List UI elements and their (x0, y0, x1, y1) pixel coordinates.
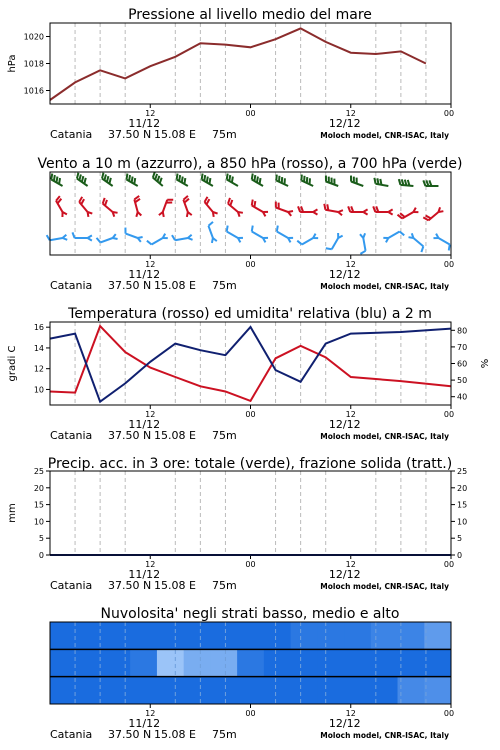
y-right-tick-label: 20 (457, 483, 468, 493)
barb-feather (59, 178, 60, 184)
y-tick-label: 1016 (23, 86, 44, 96)
panel-3 (7, 306, 491, 442)
cloud-cell-alto (344, 622, 371, 649)
location-elevation: 75m (212, 429, 237, 442)
y-right-tick-label: 60 (457, 359, 468, 369)
barb-head (363, 209, 367, 214)
cloud-cell-alto (317, 622, 344, 649)
barb-head (383, 238, 388, 243)
barb-feather (51, 174, 52, 180)
location-lon: 15.08 E (154, 728, 196, 741)
time-tick-label: 00 (443, 709, 455, 718)
barb-head (62, 212, 67, 217)
cloud-cell-medio (130, 649, 157, 676)
humidity-line (50, 327, 451, 402)
cloud-cell-medio (264, 649, 291, 676)
cloud-cell-alto (130, 622, 157, 649)
barb-feather (132, 177, 133, 183)
barb-head (238, 238, 243, 243)
model-credit: Moloch model, CNR-ISAC, Italy (320, 432, 449, 441)
cloud-cell-medio (184, 649, 211, 676)
plot-frame (50, 23, 451, 104)
barb-feather (326, 248, 332, 249)
barb-head (360, 233, 365, 238)
wind-barb-10-m (433, 234, 449, 251)
cloud-cell-basso (50, 677, 77, 704)
barb-head (238, 212, 243, 217)
wind-barb-10-m (125, 228, 142, 242)
wind-barb-850-hPa (252, 200, 268, 217)
cloud-cell-basso (210, 677, 237, 704)
time-tick-label: 00 (443, 109, 455, 118)
wind-barb-700-hPa (301, 175, 313, 186)
cloud-cell-alto (264, 622, 291, 649)
location-lat: 37.50 N (108, 579, 152, 592)
date-label: 11/12 (128, 717, 161, 730)
wind-barb-850-hPa (348, 206, 367, 214)
cloud-cell-alto (291, 622, 318, 649)
barb-feather (227, 226, 228, 232)
barb-head (212, 238, 217, 243)
barb-head (288, 238, 293, 243)
time-tick-label: 00 (443, 260, 455, 269)
barb-feather (227, 174, 228, 180)
location-lat: 37.50 N (108, 728, 152, 741)
location-lon: 15.08 E (154, 279, 196, 292)
y-right-tick-label: 0 (457, 551, 463, 560)
barb-feather (254, 175, 255, 181)
barb-feather (254, 201, 255, 207)
y-axis-label: hPa (7, 54, 18, 73)
wind-barb-700-hPa (252, 174, 263, 186)
barb-head (438, 207, 443, 212)
wind-barb-850-hPa (276, 202, 293, 216)
barb-feather (423, 180, 425, 186)
location-lat: 37.50 N (108, 429, 152, 442)
cloud-cell-basso (157, 677, 184, 704)
time-tick-label: 12 (145, 260, 156, 269)
cloud-cell-alto (237, 622, 264, 649)
wind-barb-850-hPa (103, 198, 118, 217)
wind-barb-10-m (208, 222, 216, 243)
time-tick-label: 00 (245, 410, 256, 419)
cloud-cell-medio (50, 649, 77, 676)
y-tick-label: 12 (33, 364, 44, 374)
barb-shaft (332, 238, 339, 249)
y-tick-label: 10 (33, 517, 44, 527)
cloud-cell-medio (398, 649, 425, 676)
y-right-tick-label: 80 (457, 326, 468, 336)
barb-feather (184, 178, 185, 184)
barb-head (63, 235, 68, 240)
cloud-cell-medio (371, 649, 398, 676)
wind-barb-700-hPa (202, 174, 213, 186)
barb-feather (252, 200, 253, 206)
date-label: 12/12 (328, 568, 361, 581)
wind-barb-700-hPa (102, 173, 113, 186)
plot-frame (50, 471, 451, 555)
time-tick-label: 12 (345, 260, 356, 269)
location-name: Catania (50, 128, 93, 141)
panel-5 (50, 606, 454, 741)
barb-head (159, 212, 164, 217)
y-tick-label: 20 (33, 483, 44, 493)
barb-shaft (252, 232, 263, 239)
cloud-cell-alto (50, 622, 77, 649)
barb-shaft (152, 238, 163, 245)
date-label: 11/12 (128, 568, 161, 581)
barb-feather (129, 175, 130, 181)
barb-feather (207, 177, 208, 183)
y-tick-label: 5 (38, 534, 44, 544)
y-right-tick-label: 15 (457, 500, 468, 510)
cloud-cell-alto (371, 622, 398, 649)
y-tick-label: 0 (38, 551, 44, 560)
y-tick-label: 1020 (23, 32, 44, 42)
time-tick-label: 00 (443, 560, 455, 569)
barb-feather (260, 178, 261, 184)
barb-head (138, 237, 143, 242)
barb-feather (423, 217, 428, 220)
wind-barb-700-hPa (126, 174, 137, 186)
y-right-tick-label: 40 (457, 392, 468, 402)
wind-barb-850-hPa (228, 198, 243, 217)
barb-feather (104, 174, 105, 180)
cloud-cell-basso (371, 677, 398, 704)
y-axis-label: gradi C (7, 345, 18, 382)
wind-barb-700-hPa (51, 174, 62, 186)
barb-feather (380, 179, 381, 185)
wind-barb-700-hPa (374, 178, 388, 186)
barb-feather (177, 174, 178, 180)
panel-title: Vento a 10 m (azzurro), a 850 hPa (rosso), a 700 hPa (verde) (37, 156, 463, 172)
barb-feather (297, 241, 302, 245)
location-name: Catania (50, 579, 93, 592)
barb-feather (107, 176, 108, 182)
barb-feather (155, 174, 157, 180)
time-tick-label: 12 (145, 410, 156, 419)
barb-feather (277, 226, 278, 232)
cloud-cell-basso (184, 677, 211, 704)
wind-barb-10-m (360, 233, 366, 254)
panel-title: Nuvolosita' negli strati basso, medio e alto (100, 606, 400, 622)
panel-title: Pressione al livello medio del mare (128, 7, 372, 23)
barb-feather (229, 175, 230, 181)
wind-barb-10-m (227, 226, 243, 243)
cloud-cell-medio (424, 649, 451, 676)
barb-head (263, 212, 268, 217)
model-credit: Moloch model, CNR-ISAC, Italy (320, 731, 449, 740)
location-lon: 15.08 E (154, 579, 196, 592)
barb-feather (82, 176, 83, 182)
cloud-cell-medio (210, 649, 237, 676)
barb-shaft (227, 232, 238, 239)
barb-shaft (363, 238, 365, 251)
panel-title: Temperatura (rosso) ed umidita' relativa (blu) a 2 m (68, 306, 432, 322)
wind-barb-850-hPa (56, 196, 67, 217)
location-name: Catania (50, 279, 93, 292)
cloud-cell-medio (157, 649, 184, 676)
cloud-cell-alto (184, 622, 211, 649)
wind-barb-850-hPa (205, 197, 218, 217)
barb-feather (84, 178, 85, 184)
y-right-tick-label: 10 (457, 517, 468, 527)
cloud-cell-medio (237, 649, 264, 676)
panel-1 (7, 7, 454, 141)
barb-feather (157, 176, 159, 182)
time-tick-label: 12 (145, 560, 156, 569)
barb-feather (182, 177, 183, 183)
barb-feather (421, 246, 423, 252)
cloud-cell-alto (398, 622, 425, 649)
y-right-tick-label: 70 (457, 342, 468, 352)
wind-barb-700-hPa (423, 180, 438, 186)
barb-feather (324, 204, 325, 210)
wind-barb-700-hPa (227, 174, 238, 186)
barb-feather (102, 173, 103, 179)
barb-head (288, 211, 293, 216)
barb-feather (153, 172, 155, 178)
wind-barb-700-hPa (276, 175, 288, 186)
barb-shaft (126, 234, 138, 238)
cloud-cell-medio (291, 649, 318, 676)
barb-head (388, 209, 392, 214)
cloud-cell-basso (103, 677, 130, 704)
y-tick-label: 15 (33, 500, 44, 510)
barb-head (188, 235, 193, 240)
location-elevation: 75m (212, 579, 237, 592)
barb-shaft (50, 238, 63, 240)
barb-feather (79, 197, 82, 202)
barb-head (263, 238, 268, 243)
cloud-cell-medio (317, 649, 344, 676)
y-right-axis-label: % (480, 358, 491, 369)
barb-feather (109, 178, 110, 184)
barb-feather (134, 178, 135, 184)
cloud-cell-basso (264, 677, 291, 704)
pressure-line (50, 28, 426, 100)
location-lat: 37.50 N (108, 279, 152, 292)
wind-barb-10-m (252, 226, 268, 243)
panel-title: Precip. acc. in 3 ore: totale (verde), frazione solida (tratt.) (47, 456, 453, 472)
barb-head (113, 234, 118, 239)
location-elevation: 75m (212, 728, 237, 741)
location-lon: 15.08 E (154, 429, 196, 442)
y-right-tick-label: 50 (457, 376, 468, 386)
barb-feather (147, 241, 152, 245)
date-label: 11/12 (128, 268, 161, 281)
barb-feather (126, 174, 127, 180)
temperature-line (50, 326, 451, 401)
model-credit: Moloch model, CNR-ISAC, Italy (320, 131, 449, 140)
cloud-cell-alto (157, 622, 184, 649)
location-name: Catania (50, 728, 93, 741)
barb-feather (257, 177, 258, 183)
barb-feather (399, 179, 401, 185)
barb-head (213, 212, 218, 217)
wind-barb-700-hPa (177, 174, 188, 186)
time-tick-label: 12 (345, 560, 356, 569)
barb-feather (377, 178, 378, 184)
wind-barb-850-hPa (324, 204, 343, 215)
date-label: 12/12 (328, 117, 361, 130)
barb-feather (348, 206, 350, 212)
wind-barb-700-hPa (326, 176, 338, 186)
barb-shaft (175, 238, 188, 240)
barb-shaft (438, 238, 449, 245)
time-tick-label: 12 (145, 709, 156, 718)
location-elevation: 75m (212, 279, 237, 292)
barb-feather (252, 174, 253, 180)
barb-feather (232, 177, 233, 183)
barb-head (163, 234, 168, 239)
panel-2 (37, 156, 462, 292)
barb-feather (79, 174, 80, 180)
barb-head (313, 209, 317, 214)
barb-shaft (277, 232, 288, 239)
barb-shaft (413, 238, 423, 246)
barb-feather (47, 235, 50, 240)
wind-barb-850-hPa (134, 196, 141, 217)
barb-feather (298, 206, 300, 212)
barb-feather (77, 173, 78, 179)
y-right-tick-label: 25 (457, 467, 468, 476)
wind-barb-10-m (409, 233, 424, 252)
barb-feather (205, 197, 208, 202)
y-tick-label: 25 (33, 467, 44, 476)
time-tick-label: 00 (245, 560, 256, 569)
wind-barb-10-m (277, 226, 293, 243)
wind-barb-850-hPa (183, 196, 191, 217)
cloud-cell-basso (237, 677, 264, 704)
time-tick-label: 00 (245, 260, 256, 269)
barb-shaft (208, 226, 212, 238)
cloud-cell-basso (344, 677, 371, 704)
barb-feather (252, 226, 253, 232)
location-lon: 15.08 E (154, 128, 196, 141)
barb-feather (209, 178, 210, 184)
cloud-cell-medio (344, 649, 371, 676)
location-elevation: 75m (212, 128, 237, 141)
wind-barb-10-m (326, 233, 343, 249)
panel-4 (7, 456, 467, 592)
barb-feather (160, 178, 162, 184)
wind-barb-700-hPa (153, 172, 163, 186)
barb-feather (373, 206, 375, 212)
barb-feather (72, 232, 74, 238)
wind-barb-10-m (147, 234, 168, 245)
barb-head (113, 212, 118, 217)
cloud-cell-basso (398, 677, 425, 704)
cloud-cell-basso (424, 677, 451, 704)
wind-barb-700-hPa (77, 173, 88, 186)
y-tick-label: 10 (33, 385, 44, 395)
cloud-cell-alto (424, 622, 451, 649)
wind-barb-850-hPa (159, 200, 173, 217)
date-label: 12/12 (328, 418, 361, 431)
barb-head (88, 235, 92, 240)
y-right-tick-label: 5 (457, 534, 463, 544)
cloud-cell-basso (130, 677, 157, 704)
time-tick-label: 00 (245, 709, 256, 718)
barb-shaft (100, 238, 112, 242)
model-credit: Moloch model, CNR-ISAC, Italy (320, 282, 449, 291)
cloud-cell-basso (317, 677, 344, 704)
time-tick-label: 12 (345, 410, 356, 419)
barb-feather (81, 199, 84, 204)
location-name: Catania (50, 429, 93, 442)
date-label: 11/12 (128, 418, 161, 431)
cloud-cell-alto (103, 622, 130, 649)
time-tick-label: 12 (345, 109, 356, 118)
barb-shaft (302, 238, 313, 245)
barb-feather (103, 198, 105, 204)
barb-shaft (388, 232, 399, 239)
barb-feather (228, 198, 230, 204)
date-label: 11/12 (128, 117, 161, 130)
cloud-cell-basso (291, 677, 318, 704)
barb-head (413, 208, 418, 213)
y-tick-label: 16 (33, 323, 44, 333)
barb-feather (449, 245, 450, 251)
barb-head (136, 212, 141, 217)
barb-feather (54, 175, 55, 181)
y-axis-label: mm (7, 503, 18, 523)
barb-feather (105, 200, 107, 206)
barb-feather (206, 199, 209, 204)
y-tick-label: 14 (33, 343, 44, 353)
wind-barb-700-hPa (351, 176, 363, 186)
barb-head (187, 212, 192, 217)
date-label: 12/12 (328, 268, 361, 281)
cloud-cell-medio (103, 649, 130, 676)
barb-feather (204, 175, 205, 181)
barb-feather (400, 232, 405, 236)
barb-head (409, 233, 414, 238)
time-tick-label: 12 (145, 109, 156, 118)
barb-head (338, 210, 343, 215)
barb-feather (230, 200, 232, 206)
barb-feather (172, 235, 175, 240)
y-tick-label: 1018 (23, 59, 44, 69)
barb-feather (360, 251, 365, 254)
barb-feather (202, 174, 203, 180)
time-tick-label: 12 (345, 709, 356, 718)
barb-head (313, 234, 318, 239)
model-credit: Moloch model, CNR-ISAC, Italy (320, 582, 449, 591)
time-tick-label: 00 (443, 410, 455, 419)
date-label: 12/12 (328, 717, 361, 730)
location-lat: 37.50 N (108, 128, 152, 141)
barb-head (338, 233, 343, 238)
barb-feather (327, 204, 328, 210)
barb-feather (208, 222, 213, 226)
cloud-cell-alto (210, 622, 237, 649)
barb-feather (374, 178, 375, 184)
plot-frame (50, 322, 451, 405)
barb-feather (56, 177, 57, 183)
barb-feather (179, 175, 180, 181)
wind-barb-850-hPa (79, 197, 92, 217)
barb-head (88, 212, 93, 217)
time-tick-label: 00 (245, 109, 256, 118)
barb-head (433, 234, 438, 239)
